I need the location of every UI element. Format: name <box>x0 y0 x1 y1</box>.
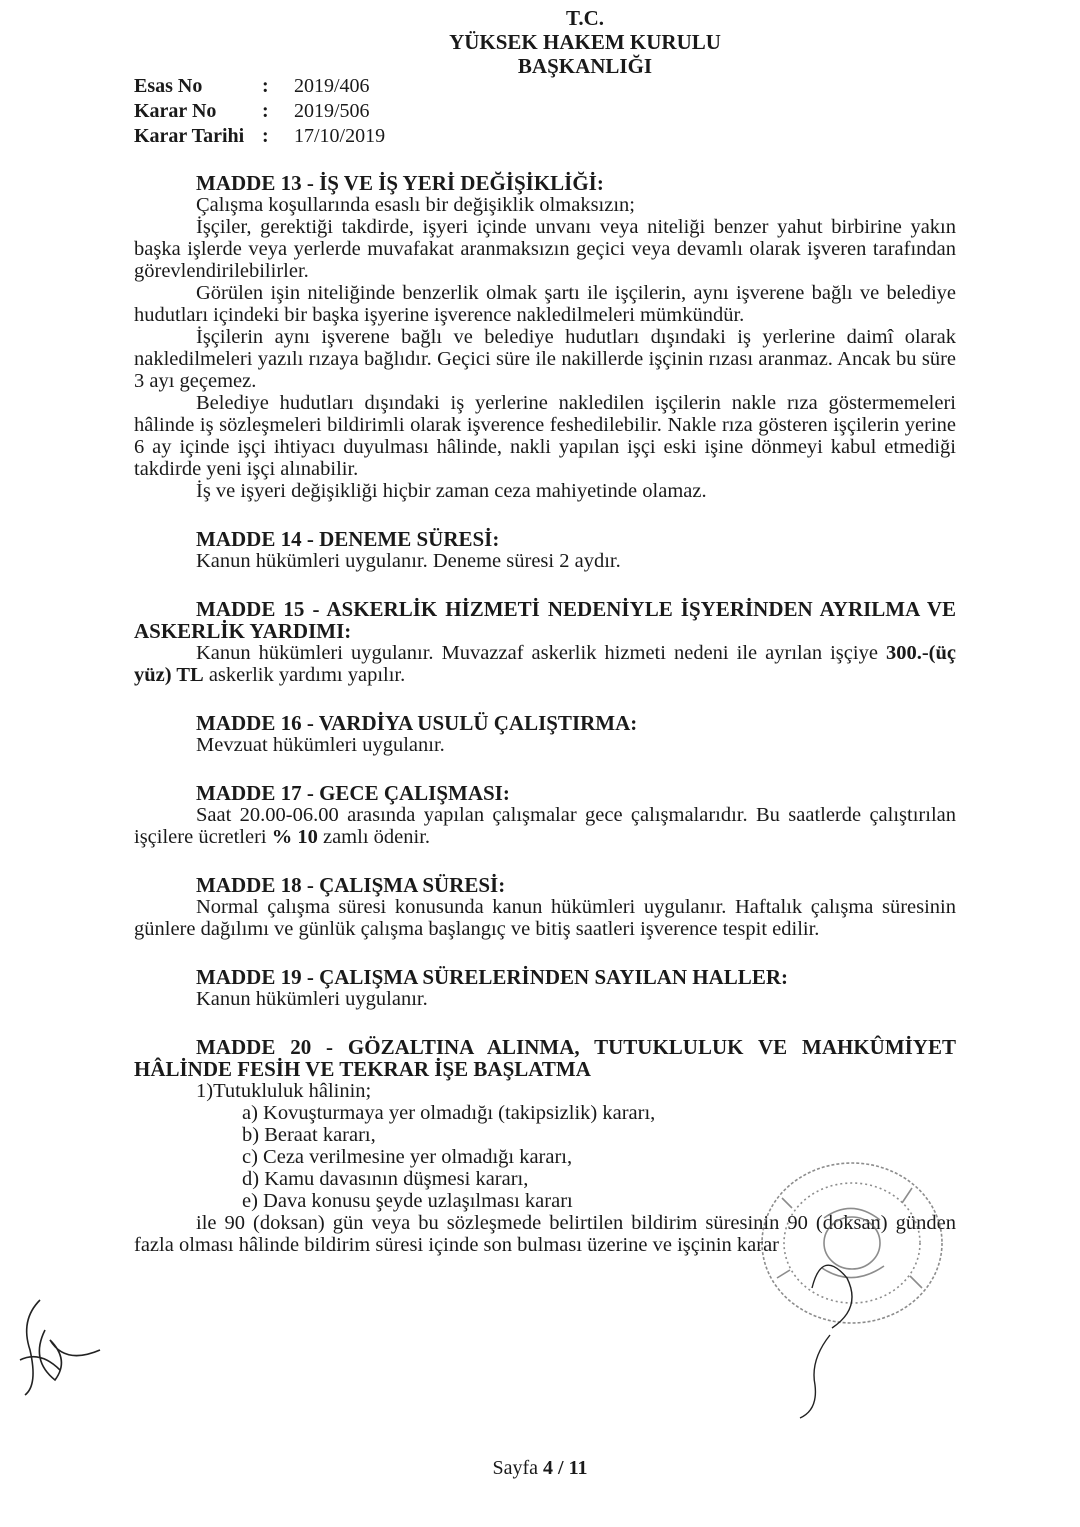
paragraph <box>134 804 956 848</box>
meta-value: 2019/506 <box>294 100 370 122</box>
paragraph: Belediye hudutları dışındaki iş yerlerine nakledilen işçilerin nakle rıza göstermemeleri hâlinde iş sözleşmeleri bildirimli olarak işverence feshedilebilir. Nakle rıza gösteren işçilerin yerine 6 ay içinde işçi ihtiyacı duyulması hâlinde, nakli yapılan işçi eski işine dönmeyi kabul etmediği takdirde yeni işçi alınabilir. <box>134 392 956 480</box>
meta-colon: : <box>262 75 269 97</box>
meta-label: Karar No <box>134 100 217 122</box>
article-title: MADDE 16 - VARDİYA USULÜ ÇALIŞTIRMA: <box>196 711 638 735</box>
paragraph: Mevzuat hükümleri uygulanır. <box>196 734 445 756</box>
list-item: d) Kamu davasının düşmesi kararı, <box>242 1168 529 1190</box>
authority-line-2: YÜKSEK HAKEM KURULU <box>449 30 721 54</box>
list-item: a) Kovuşturmaya yer olmadığı (takipsizlik) kararı, <box>242 1102 656 1124</box>
list-item: c) Ceza verilmesine yer olmadığı kararı, <box>242 1146 573 1168</box>
meta-label: Esas No <box>134 75 203 97</box>
page-footer <box>0 1457 1080 1480</box>
paragraph: İşçiler, gerektiği takdirde, işyeri içinde unvanı veya niteliği benzer yahut birbirine yakın başka işlerde veya yerlerde muvafakat aranmaksızın geçici veya devamlı olarak işveren tarafından görevlendirilebilirler. <box>134 216 956 282</box>
article-title: MADDE 20 - GÖZALTINA ALINMA, TUTUKLULUK VE MAHKÛMİYET HÂLİNDE FESİH VE TEKRAR İŞE BAŞLATMA <box>134 1035 956 1081</box>
authority-line-1: T.C. <box>565 6 605 30</box>
paragraph: 1)Tutukluluk hâlinin; <box>196 1080 372 1102</box>
signature-icon <box>10 1290 110 1400</box>
list-item: b) Beraat kararı, <box>242 1124 376 1146</box>
list-item: e) Dava konusu şeyde uzlaşılması kararı <box>242 1190 573 1212</box>
article-title: MADDE 17 - GECE ÇALIŞMASI: <box>196 781 510 805</box>
article-15 <box>134 598 956 686</box>
meta-label: Karar Tarihi <box>134 125 245 147</box>
issuing-authority <box>400 6 770 78</box>
page-number: 4 / 11 <box>543 1457 588 1479</box>
text-run: Kanun hükümleri uygulanır. Muvazzaf askerlik hizmeti nedeni ile ayrılan işçiye <box>196 642 886 664</box>
article-title: MADDE 13 - İŞ VE İŞ YERİ DEĞİŞİKLİĞİ: <box>196 171 604 195</box>
article-title: MADDE 14 - DENEME SÜRESİ: <box>196 527 500 551</box>
meta-row-tarih <box>134 124 385 149</box>
meta-value: 17/10/2019 <box>294 125 386 147</box>
paragraph: Normal çalışma süresi konusunda kanun hükümleri uygulanır. Haftalık çalışma süresinin günlere dağılımı ve günlük çalışma başlangıç ve bitiş saatleri işverence tespit edilir. <box>134 896 956 940</box>
meta-row-karar <box>134 99 385 124</box>
text-run: askerlik yardımı yapılır. <box>203 664 406 686</box>
article-19 <box>134 966 956 1010</box>
article-16 <box>134 712 956 756</box>
meta-row-esas <box>134 74 385 99</box>
article-14 <box>134 528 956 572</box>
paragraph: ile 90 (doksan) gün veya bu sözleşmede belirtilen bildirim süresinin 90 (doksan) günden fazla olması hâlinde bildirim süresi içinde son bulması üzerine ve işçinin karar <box>134 1212 956 1256</box>
meta-colon: : <box>262 100 269 122</box>
case-meta <box>134 74 385 149</box>
paragraph: Kanun hükümleri uygulanır. Deneme süresi 2 aydır. <box>196 550 621 572</box>
document-body <box>134 172 956 1256</box>
text-run: zamlı ödenir. <box>317 826 431 848</box>
meta-value: 2019/406 <box>294 75 370 97</box>
authority-line-3: BAŞKANLIĞI <box>517 54 653 78</box>
text-run: Saat 20.00-06.00 arasında yapılan çalışmalar gece çalışmalarıdır. Bu saatlerde çalıştırılan işçilere ücretleri <box>134 804 956 848</box>
paragraph: İş ve işyeri değişikliği hiçbir zaman ceza mahiyetinde olamaz. <box>196 480 707 502</box>
paragraph: Görülen işin niteliğinde benzerlik olmak şartı ile işçilerin, aynı işverene bağlı ve belediye hudutları içindeki bir başka işyerine işverence nakledilmeleri mümkündür. <box>134 282 956 326</box>
official-stamp-icon <box>752 1158 952 1338</box>
paragraph: Kanun hükümleri uygulanır. <box>196 988 428 1010</box>
signature-stroke-icon <box>780 1330 840 1420</box>
article-title: MADDE 15 - ASKERLİK HİZMETİ NEDENİYLE İŞYERİNDEN AYRILMA VE ASKERLİK YARDIMI: <box>134 597 956 643</box>
meta-colon: : <box>262 125 269 147</box>
paragraph: İşçilerin aynı işverene bağlı ve belediye hudutları dışındaki iş yerlerine daimî olarak nakledilmeleri yazılı rızaya bağlıdır. Geçici süre ile nakillerde işçinin rızası aranmaz. Ancak bu süre 3 ayı geçemez. <box>134 326 956 392</box>
article-13 <box>134 172 956 502</box>
article-title: MADDE 18 - ÇALIŞMA SÜRESİ: <box>196 873 506 897</box>
paragraph: Çalışma koşullarında esaslı bir değişiklik olmaksızın; <box>196 194 635 216</box>
percentage-text: % 10 <box>271 826 318 848</box>
page-label: Sayfa <box>492 1457 544 1479</box>
paragraph <box>134 642 956 686</box>
article-17 <box>134 782 956 848</box>
article-title: MADDE 19 - ÇALIŞMA SÜRELERİNDEN SAYILAN HALLER: <box>196 965 788 989</box>
amount-text: 300.-(üç yüz) TL <box>134 642 956 686</box>
article-18 <box>134 874 956 940</box>
